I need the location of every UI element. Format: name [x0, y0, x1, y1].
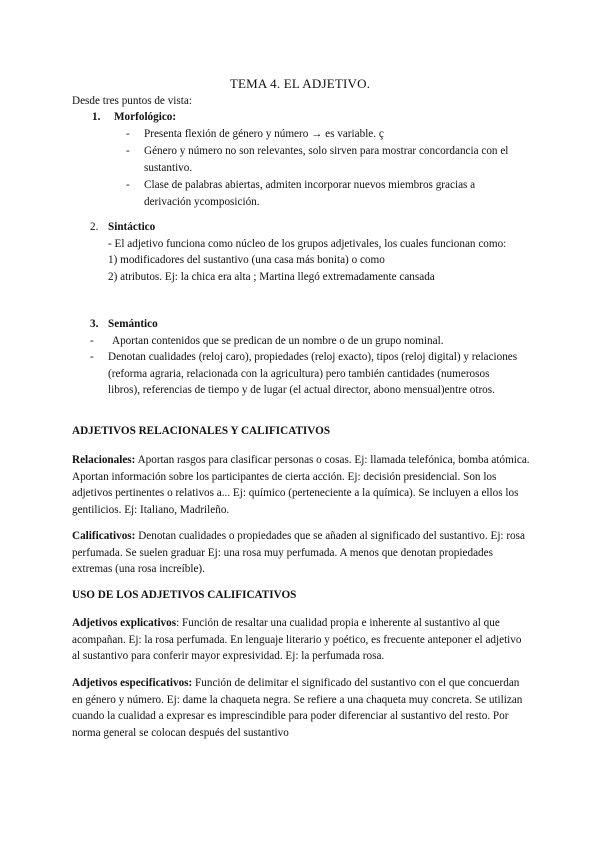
paragraph-relacionales: [72, 452, 532, 518]
paragraph-calificativos: [72, 528, 532, 578]
term-label: Relacionales:: [72, 454, 136, 466]
section-morfologico: [72, 109, 532, 210]
list-item: Presenta flexión de género y número → es variable. ç: [144, 127, 384, 140]
dash-bullet: -: [90, 351, 94, 363]
list-item: Aportan contenidos que se predican de un nombre o de un grupo nominal.: [112, 334, 444, 347]
dash-bullet: -: [126, 179, 130, 191]
section-number: 3.: [90, 318, 99, 330]
section-number: 2.: [90, 221, 99, 233]
heading-uso-calificativos: USO DE LOS ADJETIVOS CALIFICATIVOS: [72, 589, 297, 601]
section-line: 1) modificadores del sustantivo (una casa más bonita) o como: [108, 254, 385, 266]
section-sintactico: [72, 219, 532, 285]
term-label: Calificativos:: [72, 530, 136, 542]
section-semantico: [72, 316, 532, 399]
dash-bullet: -: [90, 334, 94, 347]
list-item: Clase de palabras abiertas, admiten incorporar nuevos miembros gracias a derivación ycomposición.: [144, 179, 476, 208]
section-number: 1.: [92, 111, 101, 123]
term-label: Adjetivos explicativos: [72, 617, 177, 629]
dash-bullet: -: [126, 127, 130, 140]
section-label: Morfológico:: [114, 111, 177, 123]
term-label: Adjetivos especificativos:: [72, 677, 193, 689]
document-title: TEMA 4. EL ADJETIVO.: [229, 76, 371, 91]
paragraph-especificativos: [72, 675, 532, 741]
section-line: 2) atributos. Ej: la chica era alta ; Martina llegó extremadamente cansada: [108, 270, 435, 283]
heading-relacionales-calificativos: ADJETIVOS RELACIONALES Y CALIFICATIVOS: [72, 425, 331, 437]
section-line: - El adjetivo funciona como núcleo de los grupos adjetivales, los cuales funcionan como:: [108, 237, 507, 250]
section-label: Semántico: [108, 318, 158, 330]
list-item: Género y número no son relevantes, solo sirven para mostrar concordancia con el sustantivo.: [144, 145, 509, 174]
paragraph-text: Denotan cualidades o propiedades que se añaden al significado del sustantivo. Ej: rosa perfumada. Se suelen graduar Ej: una rosa muy perfumada. A menos que denotan propiedades extremas (una rosa increíble).: [72, 530, 525, 575]
dash-bullet: -: [126, 145, 130, 157]
section-label: Sintáctico: [108, 221, 156, 233]
list-item: Denotan cualidades (reloj caro), propiedades (reloj exacto), tipos (reloj digital) y relaciones (reforma agraria, relacionada con la agricultura) pero también cantidades (numerosos libros), referencias de tiempo y de lugar (el actual director, abono mensual)entre otros.: [108, 351, 518, 396]
paragraph-text: : Función de resaltar una cualidad propia e inherente al sustantivo al que acompañan. Ej: la rosa perfumada. En lenguaje literario y poético, es frecuente anteponer el adjetivo al sustantivo para conferir mayor expresividad. Ej: la perfumada rosa.: [72, 617, 522, 662]
paragraph-text: Aportan rasgos para clasificar personas o cosas. Ej: llamada telefónica, bomba atómica. Aportan información sobre los participantes de cierta acción. Ej: decisión presidencial. Son los adjetivos pertinentes o relativos a... Ej: químico (perteneciente a la química). Se incluyen a ellos los gentilicios. Ej: Italiano, Madrileño.: [72, 454, 530, 516]
intro-text: Desde tres puntos de vista:: [72, 95, 192, 107]
paragraph-text: Función de delimitar el significado del sustantivo con el que concuerdan en género y número. Ej: dame la chaqueta negra. Se refiere a una chaqueta muy concreta. Se utilizan cuando la cualidad a expresar es imprescindible para poder diferenciar al sustantivo del resto. Por norma general se colocan después del sustantivo: [72, 677, 523, 739]
paragraph-explicativos: [72, 615, 532, 665]
